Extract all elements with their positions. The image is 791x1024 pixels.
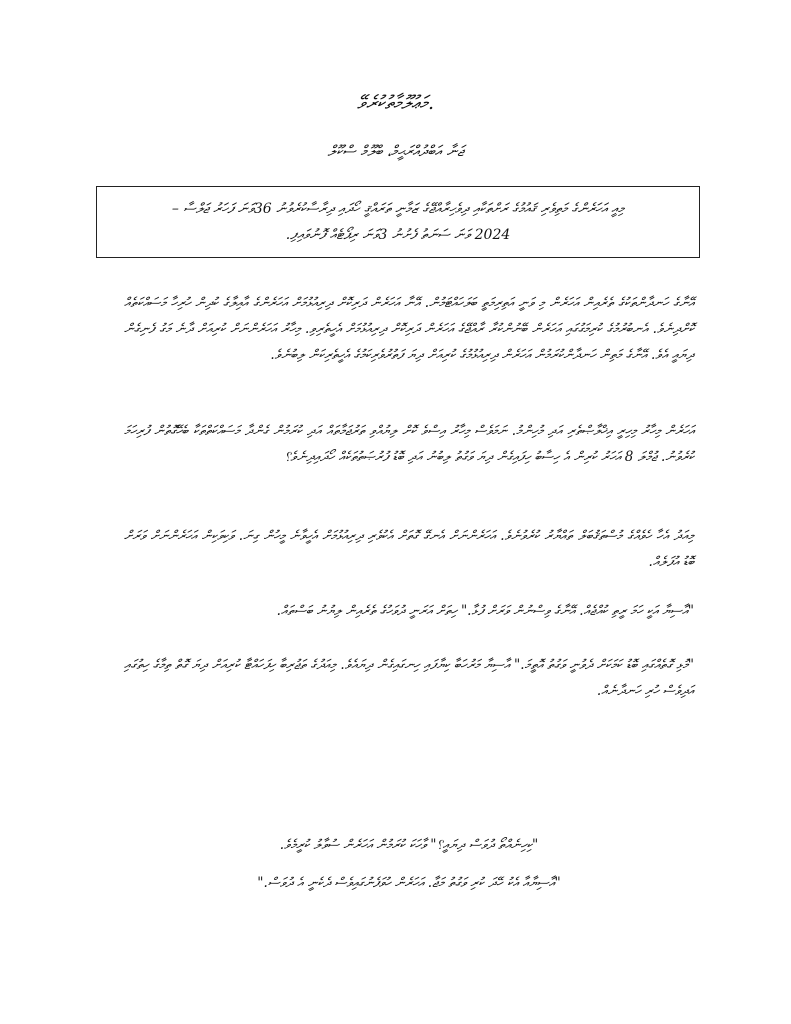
quote-paragraph: "ކިހިނެއްތޯ ދުވަސް ދިޔައީ؟" ވާހަކަ ކުރަމުން އަހަރެން ސުވާލު ކުރީމެވެ. xyxy=(279,837,539,853)
summary-line: 2024 ވަނަ ސަނަތު ފެށުނު 3ވަނަ ރިޕޯޓެއް ފޮނުވައިފި. xyxy=(285,227,511,243)
body-paragraph: އޭނާގެ ހަނދާންތަކުގެ ތެރެއިން އަހަރެން މި ވަނީ އަތިރިމަތީ ބަލަހައްޓަމުން. އޭނާ އަހަރެން ދަރިކޮށް ދިރިއުޅުމަށް އަހަރެންގެ އާއިލާގެ ކުދިން ހުރިހާ މަސައްކަތެއް ކޮށްދިނެވެ. އެނބުރުމުގެ ކުރިމަގުގައި އަހަރެން ބޭނުންކުރާ ރާއްޖޭގެ އަހަރެން ދަރިކޮށް ދިރިއުޅުމަށް އެހީތެރިވި. މިހާރު އަހަރެންނަށް ކުރިއަށް ދާނެ މަގު ފެނިގެން ދިޔައީ އެވެ. އޭނާގެ މަތިން ހަނދާންކުރަމުން އަހަރެން ދިރިއުޅުމުގެ ކުރިއަށް ދިޔަ ފަތުރުވެރިކަމުގެ އެހީތެރިކަން ލިބުނެވެ. xyxy=(124,295,694,363)
body-paragraph: މިއަދު އެހާ ހެވެއްގެ މުސްތަޤުބަލް ތައްޔާރު ކުރެވުނެވެ. އަހަރެންނަށް އެނގޭ ގޮތަށް އެކުވެރި ދިރިއުޅުމަށް އެހީވާނެ މީހުން ގިނަ. ވަކިވަކިން އަހަރެންނަށް ވަރަށް ބޮޑު އުފަލެއް. xyxy=(124,528,694,570)
summary-line: މިއީ އަހަރެންގެ މަތިވެރި ޤައުމުގެ ރަށްތަކާއި ދިވެހިރާއްޖޭގެ ޒަމާނީ ތަރައްޤީ ހޯދައި ދިރާސާކުރެވުނު 36ވަނަ ފަހަރު ޖަލްސާ – xyxy=(171,201,625,217)
summary-box xyxy=(96,186,700,258)
body-paragraph: އަހަރެން މިހާރު މިހިރީ އިޚްލާޞްތެރި އަދި މުހިންމު. ނަމަވެސް މިހާރު އިސްވެ ކޮށް ލިޔުއްވި ތަރުޖަމާތައް އަދި ކުރަމުން ގެންދާ މަސައްކަތްތަކާ ބެހޭގޮތުން ފުރިހަމަ ކުރެވުނު. ޖުމްލަ 8 އަހަރު ކުރިން އެ ހިސާބު ހިފައިގެން ދިޔަ ވަގުތު ލިބުނު އަދި ބޮޑު ފުރުޞަތުތަކެއް ހޯދައިދިނެވެ؟ xyxy=(124,423,694,465)
quote-paragraph: "އާސިޔާއާ އެކު ހޭދަ ކުރި ވަގުތު މަޖާ. އަހަރެން ހުވަފެނުގައިވެސް ދެކެނީ އެ ދުވަސް." xyxy=(257,875,561,891)
article-title: މަޢުލޫމާތުކުރެވޭ. xyxy=(357,92,434,114)
article-byline: ޖަނާ އަބްދުއްރަޙީމް، ބްލޫމް ސްކޫލް xyxy=(327,142,464,160)
quote-paragraph: "އާސިޔާ އަކީ ހަމަ ރީތި ކުއްޖެއް. އޭނާގެ ވިސްނުން ވަރަށް ފުޅާ." ހިތަށް އަރަނީ ދުވަހުގެ ތެރެއިން ލިޔުނު ބަސްތައް. xyxy=(276,603,694,619)
quote-paragraph: "މުޅި ގޮތެއްގައި ބޮޑު ކަމަކަށް ދެވުނީ ވަގުތު އޮތީމަ." އާސިޔާ މަރުހަބާ ކިޔާފައި ހިނގައިގެން ދިޔައެވެ. މިއަދުގެ ތަޖުރިބާ ހިފަހައްޓާ ކުރިއަށް ދިޔަ ގޮތް ތިމާގެ ހިތުގައި އަދިވެސް ހުރި ހަނދާނެއް. xyxy=(124,657,694,699)
